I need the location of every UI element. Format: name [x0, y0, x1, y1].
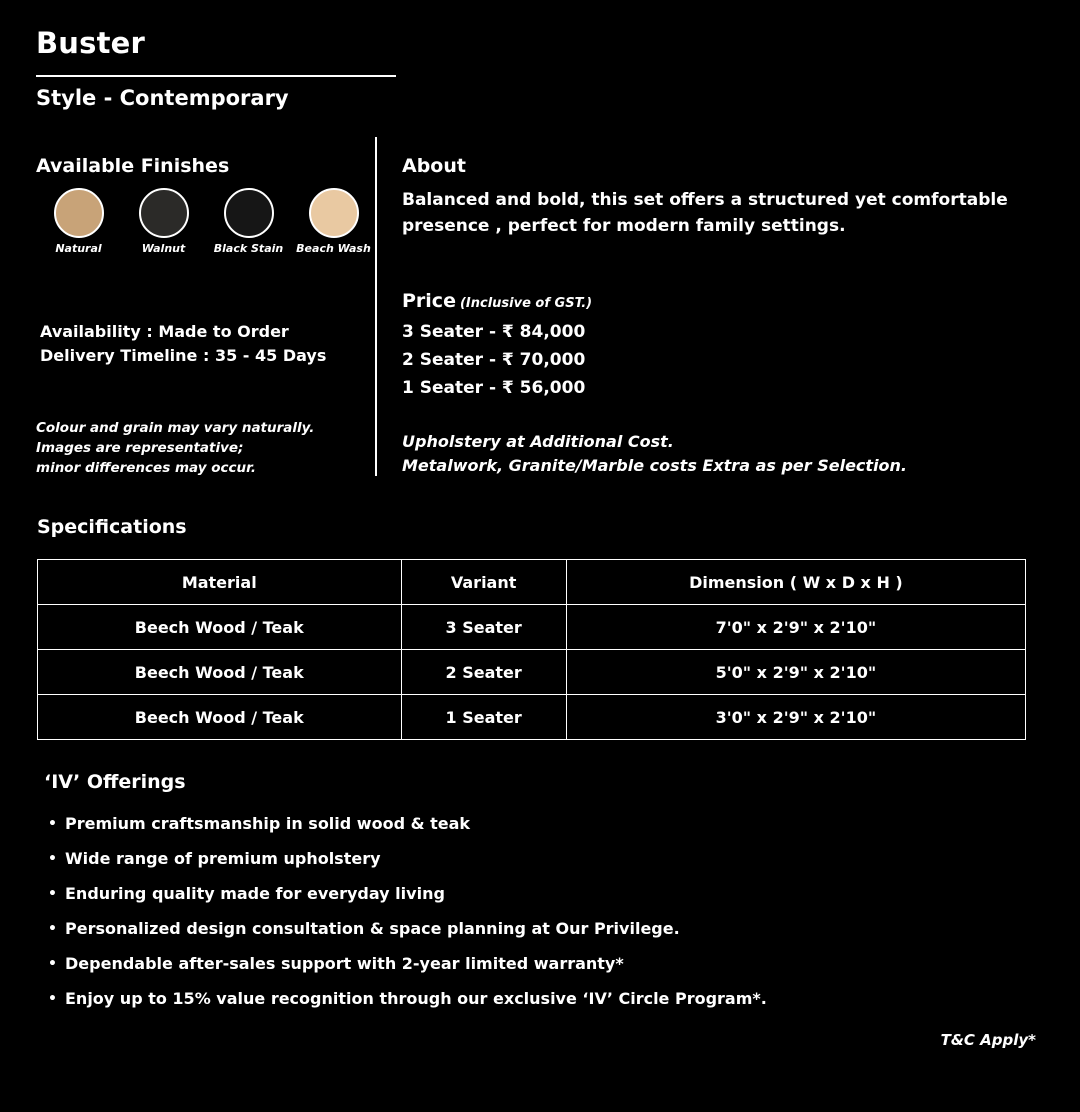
- cell-variant: 1 Seater: [401, 695, 566, 740]
- note-line: minor differences may occur.: [36, 460, 256, 476]
- offering-text: Dependable after-sales support with 2-year limited warranty*: [65, 954, 624, 973]
- list-item: [48, 986, 767, 1021]
- table-row: [38, 650, 1026, 695]
- cell-material: Beech Wood / Teak: [38, 650, 402, 695]
- list-item: [48, 951, 767, 986]
- cell-material: Beech Wood / Teak: [38, 605, 402, 650]
- column-header-material: Material: [38, 560, 402, 605]
- bullet-icon: •: [48, 816, 57, 832]
- bullet-icon: •: [48, 921, 57, 937]
- table-row: [38, 695, 1026, 740]
- product-style: Style - Contemporary: [36, 86, 289, 110]
- cell-dimension: 3'0" x 2'9" x 2'10": [566, 695, 1025, 740]
- availability-block: [40, 320, 326, 368]
- title-underline: [36, 75, 396, 77]
- cell-material: Beech Wood / Teak: [38, 695, 402, 740]
- extra-costs: [402, 430, 907, 478]
- cell-variant: 2 Seater: [401, 650, 566, 695]
- offering-text: Wide range of premium upholstery: [65, 849, 381, 868]
- swatch-walnut: [139, 188, 189, 238]
- bullet-icon: •: [48, 991, 57, 1007]
- offering-text: Enduring quality made for everyday living: [65, 884, 445, 903]
- finish-black-stain[interactable]: [206, 188, 291, 255]
- bullet-icon: •: [48, 851, 57, 867]
- column-header-variant: Variant: [401, 560, 566, 605]
- finish-label: Black Stain: [213, 242, 284, 255]
- finishes-heading: Available Finishes: [36, 155, 230, 177]
- finish-swatches: [36, 188, 376, 255]
- vertical-divider: [375, 137, 377, 476]
- table-row: [38, 605, 1026, 650]
- finish-natural[interactable]: [36, 188, 121, 255]
- bullet-icon: •: [48, 956, 57, 972]
- cell-dimension: 5'0" x 2'9" x 2'10": [566, 650, 1025, 695]
- finish-label: Natural: [55, 242, 102, 255]
- terms-note: T&C Apply*: [940, 1031, 1036, 1049]
- column-header-dimension: Dimension ( W x D x H ): [566, 560, 1025, 605]
- swatch-natural: [54, 188, 104, 238]
- swatch-black-stain: [224, 188, 274, 238]
- offerings-heading: ‘IV’ Offerings: [44, 771, 186, 793]
- list-item: [48, 811, 767, 846]
- bullet-icon: •: [48, 886, 57, 902]
- list-item: [48, 846, 767, 881]
- specifications-table: [37, 559, 1026, 740]
- offering-text: Premium craftsmanship in solid wood & teak: [65, 814, 471, 833]
- price-line: 1 Seater - ₹ 56,000: [402, 378, 586, 398]
- list-item: [48, 881, 767, 916]
- note-line: Images are representative;: [36, 440, 244, 456]
- offering-text: Enjoy up to 15% value recognition through our exclusive ‘IV’ Circle Program*.: [65, 989, 767, 1008]
- price-heading-row: [402, 290, 592, 312]
- list-item: [48, 916, 767, 951]
- finish-beach-wash[interactable]: [291, 188, 376, 255]
- cell-variant: 3 Seater: [401, 605, 566, 650]
- price-gst-note: (Inclusive of GST.): [459, 296, 593, 311]
- finish-walnut[interactable]: [121, 188, 206, 255]
- price-line: 2 Seater - ₹ 70,000: [402, 350, 586, 370]
- finish-label: Beach Wash: [296, 242, 371, 255]
- price-list: [402, 318, 585, 402]
- price-line: 3 Seater - ₹ 84,000: [402, 322, 586, 342]
- availability-status: Availability : Made to Order: [40, 322, 289, 341]
- delivery-timeline: Delivery Timeline : 35 - 45 Days: [40, 346, 327, 365]
- price-heading: Price: [402, 290, 456, 312]
- swatch-beach-wash: [309, 188, 359, 238]
- table-header-row: [38, 560, 1026, 605]
- about-heading: About: [402, 155, 466, 177]
- disclaimer-note: [36, 418, 314, 478]
- offerings-list: [48, 811, 767, 1021]
- product-title: Buster: [36, 26, 146, 60]
- upholstery-note: Upholstery at Additional Cost.: [402, 432, 674, 451]
- offering-text: Personalized design consultation & space planning at Our Privilege.: [65, 919, 680, 938]
- cell-dimension: 7'0" x 2'9" x 2'10": [566, 605, 1025, 650]
- specifications-heading: Specifications: [37, 516, 187, 538]
- metalwork-note: Metalwork, Granite/Marble costs Extra as per Selection.: [402, 456, 908, 475]
- note-line: Colour and grain may vary naturally.: [36, 420, 315, 436]
- finish-label: Walnut: [141, 242, 186, 255]
- about-text: Balanced and bold, this set offers a structured yet comfortable presence , perfect for modern family settings.: [402, 190, 1008, 236]
